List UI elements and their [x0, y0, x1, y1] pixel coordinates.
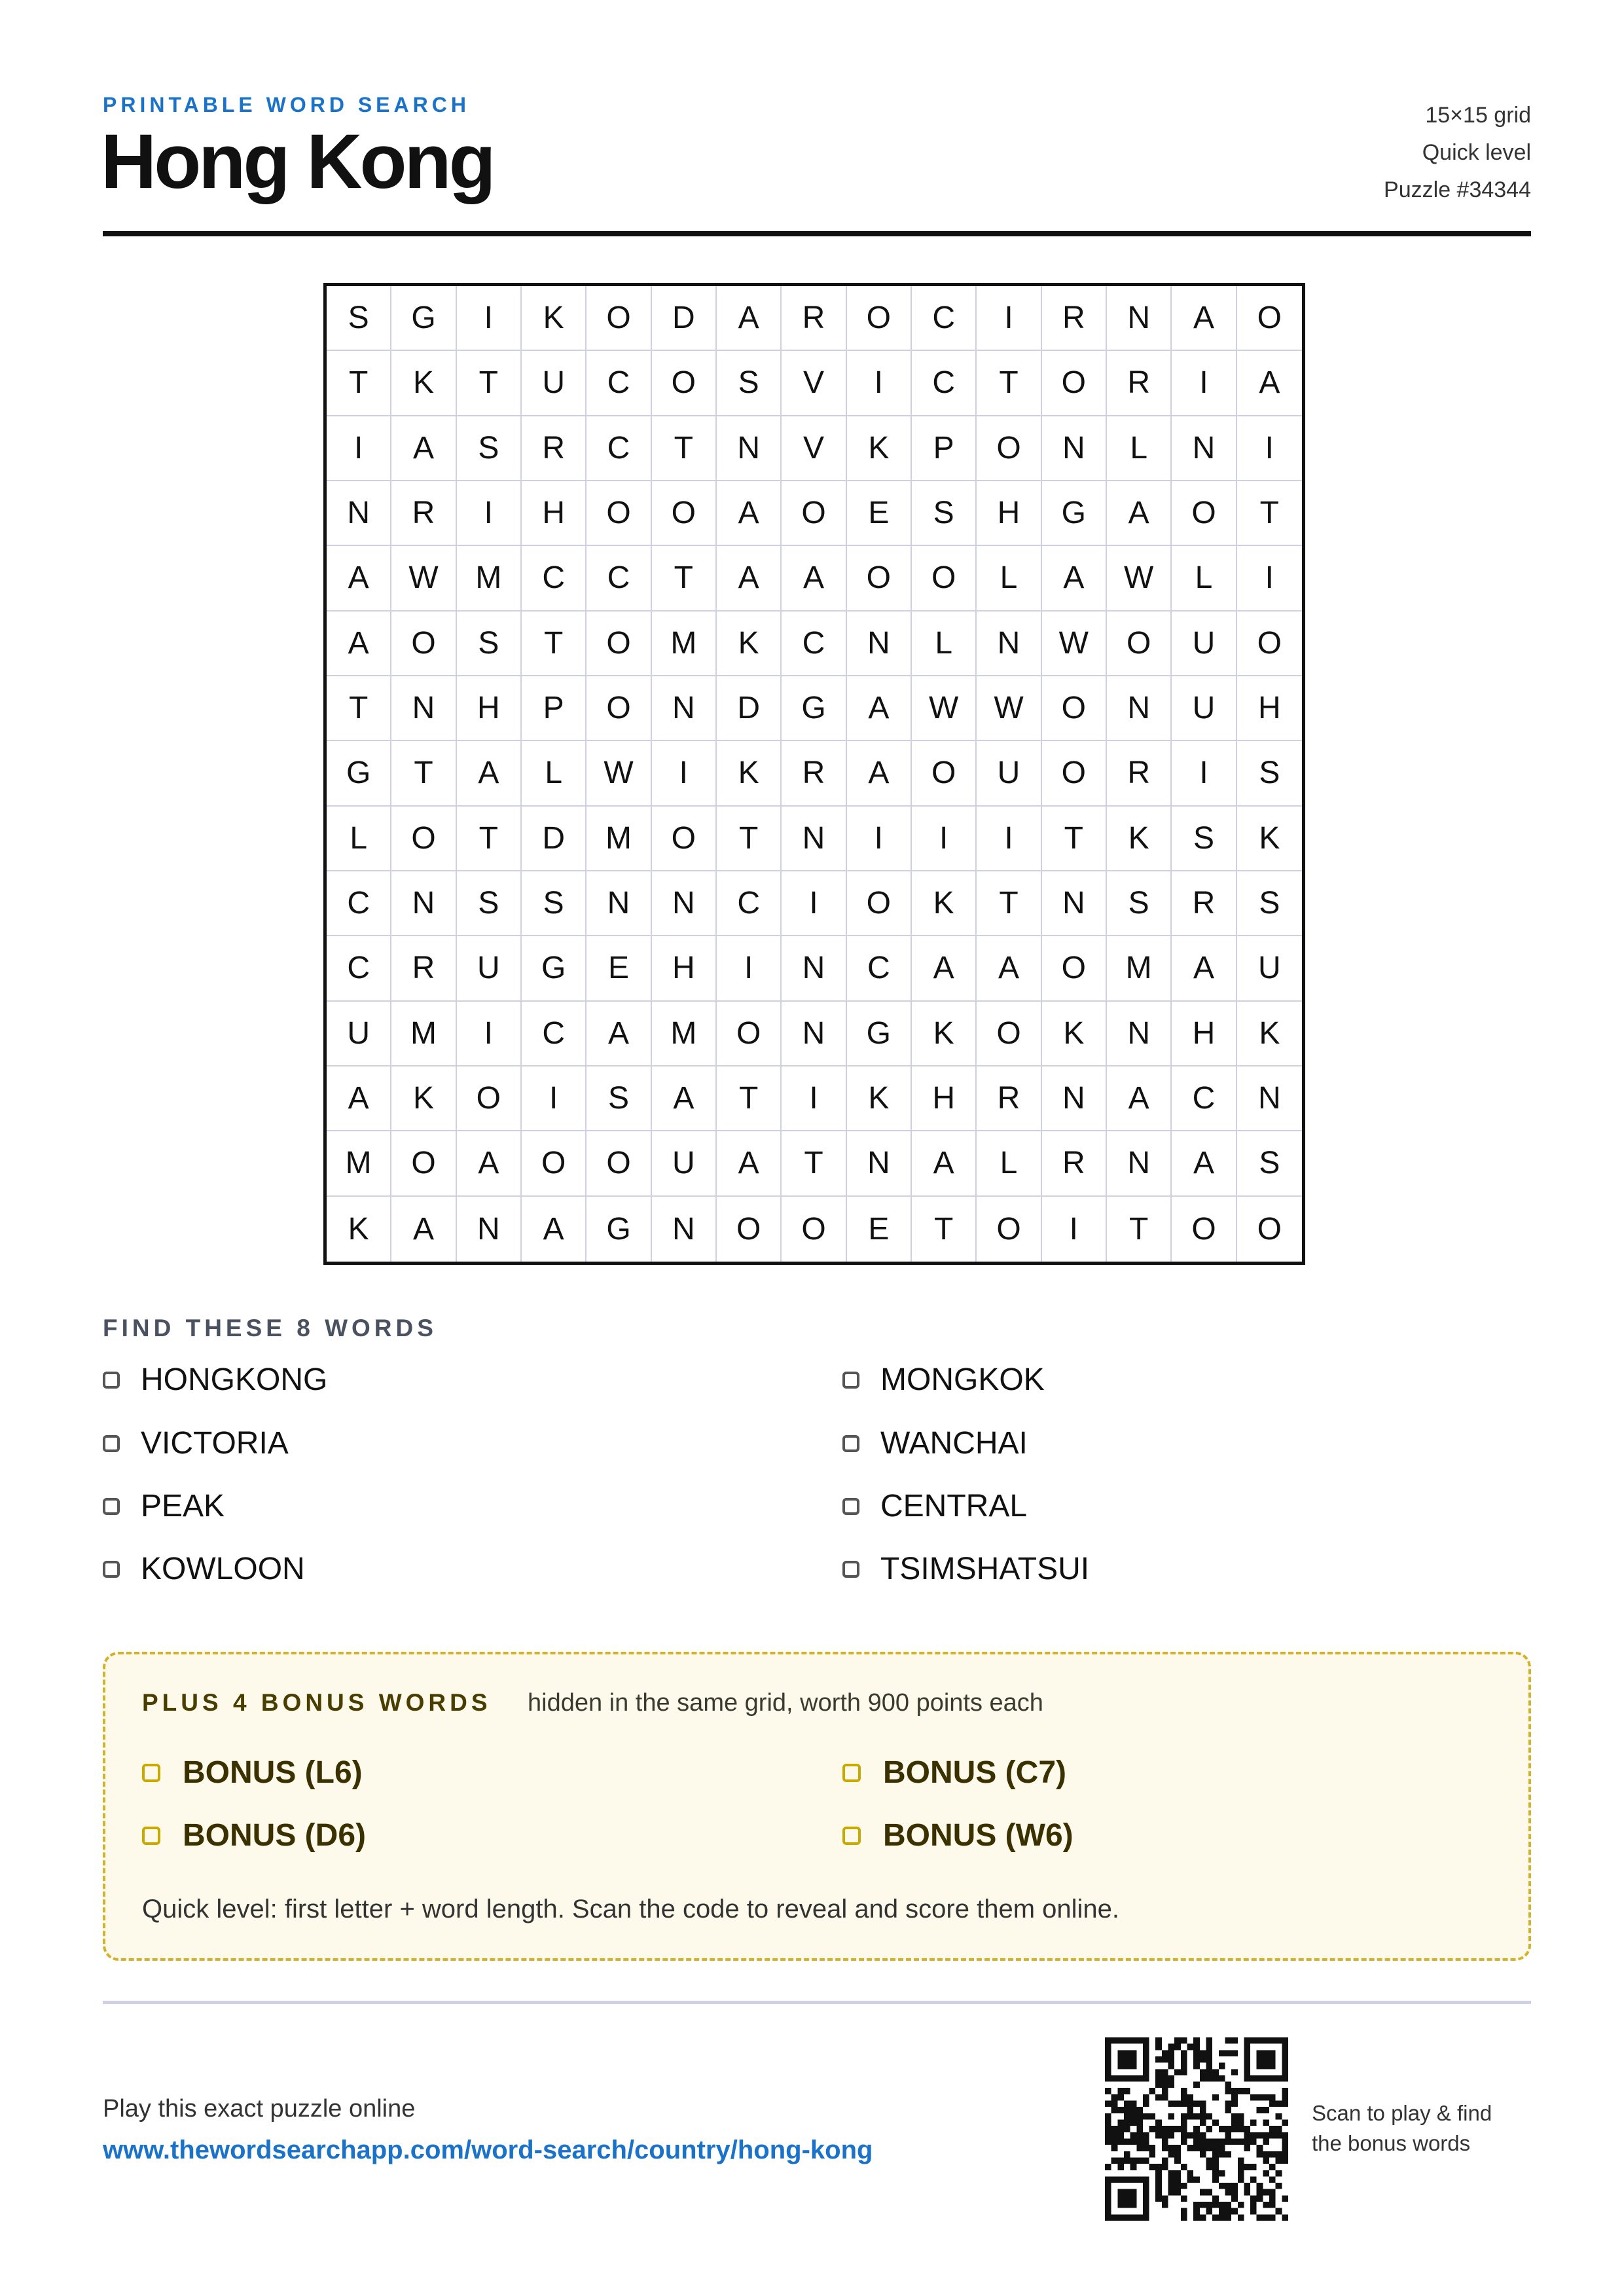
grid-cell[interactable]: N	[586, 871, 651, 936]
grid-cell[interactable]: O	[912, 546, 977, 611]
grid-cell[interactable]: O	[977, 1197, 1041, 1262]
grid-cell[interactable]: G	[782, 676, 846, 741]
grid-cell[interactable]: C	[586, 546, 651, 611]
grid-cell[interactable]: K	[717, 741, 782, 806]
grid-cell[interactable]: A	[1107, 1066, 1172, 1131]
grid-cell[interactable]: N	[1107, 1002, 1172, 1066]
grid-cell[interactable]: N	[652, 1197, 717, 1262]
grid-cell[interactable]: I	[847, 807, 912, 871]
grid-cell[interactable]: A	[782, 546, 846, 611]
grid-cell[interactable]: N	[1237, 1066, 1302, 1131]
grid-cell[interactable]: O	[586, 286, 651, 351]
grid-cell[interactable]: O	[586, 481, 651, 546]
grid-cell[interactable]: I	[977, 286, 1041, 351]
grid-cell[interactable]: T	[457, 807, 522, 871]
footer-divider	[103, 2001, 1531, 2004]
grid-cell[interactable]: O	[1042, 936, 1107, 1001]
grid-cell[interactable]: V	[782, 416, 846, 481]
grid-cell[interactable]: U	[522, 351, 586, 416]
header-kicker: PRINTABLE WORD SEARCH	[103, 93, 470, 117]
grid-cell[interactable]: O	[1107, 611, 1172, 676]
grid-cell[interactable]: A	[1172, 286, 1236, 351]
grid-cell[interactable]: H	[912, 1066, 977, 1131]
grid-cell[interactable]: K	[1237, 1002, 1302, 1066]
grid-cell[interactable]: S	[457, 611, 522, 676]
scan-caption	[1312, 2098, 1492, 2159]
grid-cell[interactable]: N	[391, 871, 456, 936]
grid-cell[interactable]: U	[977, 741, 1041, 806]
bonus-subtitle: hidden in the same grid, worth 900 points each	[528, 1689, 1043, 1717]
grid-cell[interactable]: A	[717, 481, 782, 546]
grid-cell[interactable]: A	[391, 1197, 456, 1262]
grid-cell[interactable]: O	[717, 1002, 782, 1066]
grid-cell[interactable]: M	[391, 1002, 456, 1066]
checkbox-icon[interactable]	[842, 1435, 859, 1452]
grid-cell[interactable]: N	[652, 676, 717, 741]
grid-cell[interactable]: C	[522, 1002, 586, 1066]
grid-cell[interactable]: U	[1237, 936, 1302, 1001]
grid-cell[interactable]: N	[457, 1197, 522, 1262]
grid-cell[interactable]: N	[1042, 871, 1107, 936]
grid-cell[interactable]: M	[586, 807, 651, 871]
grid-cell[interactable]: T	[391, 741, 456, 806]
grid-cell[interactable]: W	[391, 546, 456, 611]
grid-cell[interactable]: W	[1107, 546, 1172, 611]
word-label: HONGKONG	[141, 1362, 328, 1397]
grid-cell[interactable]: G	[586, 1197, 651, 1262]
grid-cell[interactable]: O	[717, 1197, 782, 1262]
grid-cell[interactable]: T	[717, 1066, 782, 1131]
grid-cell[interactable]: S	[1172, 807, 1236, 871]
grid-cell[interactable]: I	[522, 1066, 586, 1131]
grid-cell[interactable]: N	[977, 611, 1041, 676]
grid-cell[interactable]: K	[1237, 807, 1302, 871]
bonus-word-item[interactable]	[142, 1817, 366, 1853]
grid-cell[interactable]: D	[717, 676, 782, 741]
puzzle-number: Puzzle #34344	[1384, 177, 1531, 202]
grid-cell[interactable]: O	[977, 1002, 1041, 1066]
grid-cell[interactable]: K	[327, 1197, 391, 1262]
grid-cell[interactable]: T	[782, 1131, 846, 1196]
grid-cell[interactable]: O	[782, 481, 846, 546]
grid-cell[interactable]: N	[391, 676, 456, 741]
grid-cell[interactable]: O	[1257, 1211, 1282, 1247]
grid-cell[interactable]: L	[522, 741, 586, 806]
grid-cell[interactable]: O	[586, 676, 651, 741]
grid-cell[interactable]: A	[1107, 481, 1172, 546]
bonus-word-item[interactable]	[842, 1755, 1066, 1791]
word-label: VICTORIA	[141, 1426, 289, 1461]
play-online-label: Play this exact puzzle online	[103, 2095, 416, 2123]
grid-cell[interactable]: M	[1107, 936, 1172, 1001]
grid-cell[interactable]: M	[652, 1002, 717, 1066]
grid-cell[interactable]: I	[457, 1002, 522, 1066]
grid-cell[interactable]: R	[1042, 286, 1107, 351]
grid-cell[interactable]: I	[912, 807, 977, 871]
grid-cell[interactable]: S	[457, 416, 522, 481]
grid-cell[interactable]: O	[391, 1131, 456, 1196]
grid-cell[interactable]: O	[652, 807, 717, 871]
grid-cell[interactable]: T	[327, 351, 391, 416]
scan-line-1: Scan to play & find	[1312, 2101, 1492, 2125]
checkbox-icon[interactable]	[842, 1372, 859, 1389]
grid-cell[interactable]: I	[1237, 546, 1302, 611]
checkbox-icon[interactable]	[842, 1498, 859, 1515]
word-label: PEAK	[141, 1489, 225, 1523]
grid-cell[interactable]: U	[327, 1002, 391, 1066]
bonus-word-item[interactable]	[842, 1817, 1074, 1853]
word-item[interactable]	[842, 1425, 1028, 1461]
grid-cell[interactable]: L	[327, 807, 391, 871]
grid-cell[interactable]: R	[391, 936, 456, 1001]
grid-cell[interactable]: A	[1172, 1131, 1236, 1196]
grid-cell[interactable]: T	[1237, 481, 1302, 546]
checkbox-icon[interactable]	[842, 1764, 861, 1782]
grid-cell[interactable]: I	[847, 351, 912, 416]
grid-cell[interactable]: I	[1042, 1197, 1107, 1262]
grid-cell[interactable]: C	[586, 416, 651, 481]
grid-cell[interactable]: L	[977, 1131, 1041, 1196]
grid-cell[interactable]: C	[586, 351, 651, 416]
grid-cell[interactable]: D	[522, 807, 586, 871]
grid-cell[interactable]: H	[457, 676, 522, 741]
grid-cell[interactable]: N	[717, 416, 782, 481]
bonus-word-item[interactable]	[142, 1755, 363, 1791]
grid-cell[interactable]: K	[847, 1066, 912, 1131]
checkbox-icon[interactable]	[103, 1435, 120, 1452]
grid-cell[interactable]: A	[391, 416, 456, 481]
grid-cell[interactable]: O	[912, 741, 977, 806]
grid-cell[interactable]: A	[847, 741, 912, 806]
grid-cell[interactable]: N	[782, 936, 846, 1001]
grid-cell[interactable]: A	[327, 611, 391, 676]
word-item[interactable]	[842, 1362, 1045, 1398]
grid-cell[interactable]: G	[327, 741, 391, 806]
grid-cell[interactable]: C	[1172, 1066, 1236, 1131]
grid-cell[interactable]: I	[652, 741, 717, 806]
grid-cell[interactable]: A	[1042, 546, 1107, 611]
grid-cell[interactable]: T	[652, 546, 717, 611]
grid-cell[interactable]: N	[1042, 416, 1107, 481]
grid-cell[interactable]: I	[977, 807, 1041, 871]
grid-cell[interactable]: T	[522, 611, 586, 676]
checkbox-icon[interactable]	[103, 1372, 120, 1389]
grid-cell[interactable]: U	[652, 1131, 717, 1196]
grid-cell[interactable]: P	[522, 676, 586, 741]
grid-cell[interactable]: S	[1237, 741, 1302, 806]
checkbox-icon[interactable]	[842, 1827, 861, 1845]
bonus-word-label: BONUS (D6)	[183, 1818, 367, 1853]
grid-cell[interactable]: R	[1172, 871, 1236, 936]
grid-cell[interactable]: K	[912, 1002, 977, 1066]
grid-cell[interactable]: T	[912, 1197, 977, 1262]
grid-cell[interactable]: O	[977, 416, 1041, 481]
bonus-word-label: BONUS (L6)	[183, 1755, 363, 1790]
grid-cell[interactable]: I	[1172, 741, 1236, 806]
scan-line-2: the bonus words	[1312, 2131, 1471, 2155]
grid-cell[interactable]: O	[391, 611, 456, 676]
grid-cell[interactable]: O	[1042, 741, 1107, 806]
word-label: WANCHAI	[880, 1426, 1028, 1461]
grid-cell[interactable]: S	[1237, 871, 1302, 936]
grid-cell[interactable]: M	[327, 1131, 391, 1196]
grid-cell[interactable]: A	[717, 1131, 782, 1196]
word-item[interactable]	[103, 1488, 225, 1524]
grid-cell[interactable]: H	[1172, 1002, 1236, 1066]
grid-cell[interactable]: P	[912, 416, 977, 481]
grid-cell[interactable]: A	[847, 676, 912, 741]
grid-cell[interactable]: A	[457, 741, 522, 806]
grid-cell[interactable]: K	[912, 871, 977, 936]
grid-cell[interactable]: H	[977, 481, 1041, 546]
grid-cell[interactable]: H	[522, 481, 586, 546]
grid-cell[interactable]: M	[652, 611, 717, 676]
grid-cell[interactable]: O	[847, 871, 912, 936]
grid-cell[interactable]: T	[1042, 807, 1107, 871]
puzzle-meta	[1384, 97, 1531, 209]
grid-cell[interactable]: C	[717, 871, 782, 936]
grid-cell[interactable]: A	[522, 1197, 586, 1262]
grid-cell[interactable]: O	[391, 807, 456, 871]
checkbox-icon[interactable]	[103, 1561, 120, 1578]
words-heading: FIND THESE 8 WORDS	[103, 1315, 437, 1341]
grid-cell[interactable]: S	[522, 871, 586, 936]
word-label: MONGKOK	[880, 1362, 1045, 1397]
grid-cell[interactable]: O	[652, 351, 717, 416]
grid-cell[interactable]: S	[457, 871, 522, 936]
grid-cell[interactable]: A	[977, 936, 1041, 1001]
word-item[interactable]	[842, 1551, 1089, 1587]
grid-cell[interactable]: N	[847, 1131, 912, 1196]
word-label: KOWLOON	[141, 1552, 305, 1586]
grid-cell[interactable]: O	[1042, 676, 1107, 741]
grid-cell[interactable]: I	[327, 416, 391, 481]
grid-cell[interactable]: N	[847, 611, 912, 676]
grid-cell[interactable]: O	[586, 611, 651, 676]
grid-cell[interactable]: C	[327, 871, 391, 936]
letter-grid	[323, 283, 1305, 1265]
grid-cell[interactable]: S	[586, 1066, 651, 1131]
grid-cell[interactable]: A	[717, 546, 782, 611]
grid-cell[interactable]: U	[1172, 611, 1236, 676]
grid-cell[interactable]: C	[327, 936, 391, 1001]
grid-cell[interactable]: O	[782, 1197, 846, 1262]
grid-cell[interactable]: E	[847, 1197, 912, 1262]
grid-cell[interactable]: G	[847, 1002, 912, 1066]
grid-cell[interactable]: T	[327, 676, 391, 741]
grid-cell[interactable]: W	[912, 676, 977, 741]
grid-cell[interactable]: I	[457, 286, 522, 351]
grid-cell[interactable]: L	[1172, 546, 1236, 611]
word-label: CENTRAL	[880, 1489, 1028, 1523]
grid-cell[interactable]: U	[1172, 676, 1236, 741]
grid-cell[interactable]: R	[391, 481, 456, 546]
grid-cell[interactable]: I	[1237, 416, 1302, 481]
grid-cell[interactable]: G	[1042, 481, 1107, 546]
grid-cell[interactable]: L	[1107, 416, 1172, 481]
grid-cell[interactable]: O	[1237, 611, 1302, 676]
qr-code-icon[interactable]	[1105, 2037, 1288, 2221]
grid-cell[interactable]: A	[912, 936, 977, 1001]
grid-cell[interactable]: A	[717, 286, 782, 351]
grid-cell[interactable]: K	[847, 416, 912, 481]
grid-cell[interactable]: O	[1172, 481, 1236, 546]
grid-cell[interactable]: L	[977, 546, 1041, 611]
grid-cell[interactable]: T	[1107, 1197, 1172, 1262]
word-item[interactable]	[103, 1425, 289, 1461]
grid-cell[interactable]: O	[1172, 1197, 1236, 1262]
grid-cell[interactable]: D	[652, 286, 717, 351]
grid-cell[interactable]: T	[717, 807, 782, 871]
grid-cell[interactable]: S	[327, 286, 391, 351]
grid-cell[interactable]: G	[391, 286, 456, 351]
grid-cell[interactable]: N	[1107, 1131, 1172, 1196]
grid-cell[interactable]: A	[1237, 351, 1302, 416]
grid-cell[interactable]: V	[782, 351, 846, 416]
grid-cell[interactable]: S	[717, 351, 782, 416]
grid-cell[interactable]: O	[522, 1131, 586, 1196]
grid-size: 15×15 grid	[1425, 103, 1531, 128]
grid-cell[interactable]: R	[1107, 741, 1172, 806]
grid-cell[interactable]: E	[847, 481, 912, 546]
grid-cell[interactable]: G	[522, 936, 586, 1001]
page-title: Hong Kong	[101, 118, 494, 205]
grid-cell[interactable]: C	[912, 286, 977, 351]
grid-cell[interactable]: N	[1172, 416, 1236, 481]
word-item[interactable]	[842, 1488, 1027, 1524]
checkbox-icon[interactable]	[142, 1764, 160, 1782]
grid-cell[interactable]: O	[457, 1066, 522, 1131]
puzzle-url-link[interactable]: www.thewordsearchapp.com/word-search/country/hong-kong	[103, 2136, 873, 2164]
grid-cell[interactable]: A	[327, 1066, 391, 1131]
grid-cell[interactable]: I	[457, 481, 522, 546]
grid-cell[interactable]: N	[782, 807, 846, 871]
grid-cell[interactable]: A	[1172, 936, 1236, 1001]
grid-cell[interactable]: O	[847, 546, 912, 611]
grid-cell[interactable]: W	[977, 676, 1041, 741]
grid-cell[interactable]: A	[912, 1131, 977, 1196]
word-item[interactable]	[103, 1551, 305, 1587]
grid-cell[interactable]: T	[457, 351, 522, 416]
grid-cell[interactable]: W	[1042, 611, 1107, 676]
grid-cell[interactable]: A	[457, 1131, 522, 1196]
difficulty-level: Quick level	[1422, 140, 1531, 165]
grid-cell[interactable]: S	[1107, 871, 1172, 936]
grid-cell[interactable]: C	[912, 351, 977, 416]
word-label: TSIMSHATSUI	[880, 1552, 1090, 1586]
grid-cell[interactable]: K	[717, 611, 782, 676]
grid-cell[interactable]: K	[522, 286, 586, 351]
grid-cell[interactable]: K	[1107, 807, 1172, 871]
grid-cell[interactable]: A	[652, 1066, 717, 1131]
grid-cell[interactable]: R	[1107, 351, 1172, 416]
grid-cell[interactable]: O	[586, 1131, 651, 1196]
grid-cell[interactable]: R	[782, 286, 846, 351]
grid-cell[interactable]: C	[782, 611, 846, 676]
grid-cell[interactable]: M	[457, 546, 522, 611]
grid-cell[interactable]: O	[847, 286, 912, 351]
grid-cell[interactable]: R	[977, 1066, 1041, 1131]
grid-cell[interactable]: I	[782, 871, 846, 936]
grid-cell[interactable]: I	[717, 936, 782, 1001]
grid-cell[interactable]: N	[1042, 1066, 1107, 1131]
grid-cell[interactable]: T	[652, 416, 717, 481]
grid-cell[interactable]: R	[1042, 1131, 1107, 1196]
grid-cell[interactable]: N	[652, 871, 717, 936]
bonus-word-label: BONUS (C7)	[883, 1755, 1067, 1790]
grid-cell[interactable]: R	[522, 416, 586, 481]
grid-cell[interactable]: T	[977, 871, 1041, 936]
grid-cell[interactable]: S	[1237, 1131, 1302, 1196]
grid-cell[interactable]: O	[1237, 286, 1302, 351]
grid-cell[interactable]: H	[1237, 676, 1302, 741]
grid-cell[interactable]: H	[652, 936, 717, 1001]
grid-cell[interactable]: A	[327, 546, 391, 611]
word-item[interactable]	[103, 1362, 327, 1398]
checkbox-icon[interactable]	[842, 1561, 859, 1578]
grid-cell[interactable]: N	[1107, 676, 1172, 741]
grid-cell[interactable]: E	[586, 936, 651, 1001]
grid-cell[interactable]: I	[1172, 351, 1236, 416]
grid-cell[interactable]: C	[847, 936, 912, 1001]
grid-cell[interactable]: R	[782, 741, 846, 806]
grid-cell[interactable]: O	[652, 481, 717, 546]
grid-cell[interactable]: K	[391, 1066, 456, 1131]
bonus-heading: PLUS 4 BONUS WORDS	[142, 1689, 492, 1716]
grid-cell[interactable]: C	[522, 546, 586, 611]
grid-cell[interactable]: K	[1042, 1002, 1107, 1066]
grid-cell[interactable]: K	[391, 351, 456, 416]
grid-cell[interactable]: I	[782, 1066, 846, 1131]
bonus-note: Quick level: first letter + word length. Scan the code to reveal and score them online.	[142, 1895, 1120, 1923]
grid-cell[interactable]: W	[586, 741, 651, 806]
grid-cell[interactable]: N	[782, 1002, 846, 1066]
grid-cell[interactable]: N	[1107, 286, 1172, 351]
grid-cell[interactable]: N	[327, 481, 391, 546]
grid-cell[interactable]: O	[1042, 351, 1107, 416]
grid-cell[interactable]: S	[912, 481, 977, 546]
header-divider	[103, 231, 1531, 236]
bonus-word-label: BONUS (W6)	[883, 1818, 1074, 1853]
grid-cell[interactable]: U	[457, 936, 522, 1001]
grid-cell[interactable]: T	[977, 351, 1041, 416]
checkbox-icon[interactable]	[103, 1498, 120, 1515]
grid-cell[interactable]: L	[912, 611, 977, 676]
checkbox-icon[interactable]	[142, 1827, 160, 1845]
grid-cell[interactable]: A	[586, 1002, 651, 1066]
